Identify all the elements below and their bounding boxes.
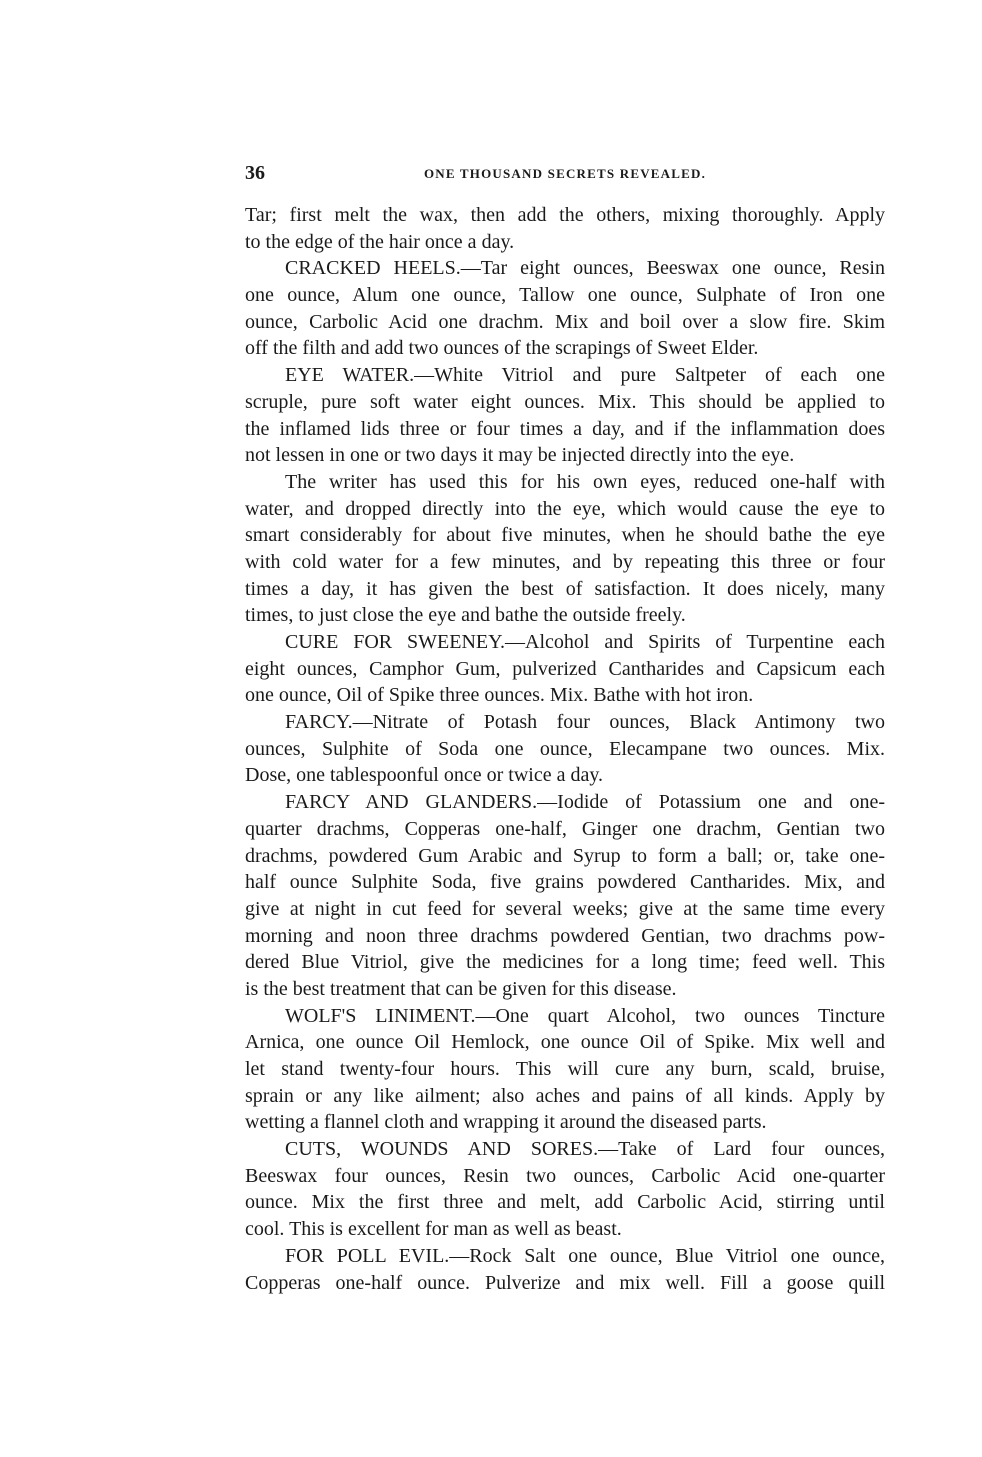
text-line: the inflamed lids three or four times a day, and if the inflammation does xyxy=(245,417,885,440)
text-line: ounce, Carbolic Acid one drachm. Mix and boil over a slow fire. Skim xyxy=(245,310,885,333)
text-line: EYE WATER.—White Vitriol and pure Saltpeter of each one xyxy=(285,364,885,387)
text-line: let stand twenty-four hours. This will cure any burn, scald, bruise, xyxy=(245,1058,885,1080)
text-line: Copperas one-half ounce. Pulverize and mix well. Fill a goose quill xyxy=(245,1271,885,1294)
paragraph xyxy=(245,362,885,469)
text-line: water, and dropped directly into the eye, which would cause the eye to xyxy=(245,497,885,520)
text-line: with cold water for a few minutes, and by repeating this three or four xyxy=(245,550,885,573)
text-line: times, to just close the eye and bathe the outside freely. xyxy=(245,604,686,627)
paragraph xyxy=(245,789,885,1003)
text-line: ounce. Mix the first three and melt, add Carbolic Acid, stirring until xyxy=(245,1191,885,1214)
text-line: Dose, one tablespoonful once or twice a day. xyxy=(245,764,604,787)
text-line: FOR POLL EVIL.—Rock Salt one ounce, Blue Vitriol one ounce, xyxy=(285,1244,885,1267)
text-line: one ounce, Oil of Spike three ounces. Mix. Bathe with hot iron. xyxy=(245,684,754,707)
running-title: ONE THOUSAND SECRETS REVEALED. xyxy=(423,166,707,181)
text-line: Beeswax four ounces, Resin two ounces, Carbolic Acid one-quarter xyxy=(245,1164,885,1187)
text-line: times a day, it has given the best of satisfaction. It does nicely, many xyxy=(245,577,885,600)
paragraph xyxy=(245,709,885,789)
text-line: not lessen in one or two days it may be injected directly into the eye. xyxy=(245,444,795,467)
text-line: quarter drachms, Copperas one-half, Ginger one drachm, Gentian two xyxy=(245,817,885,840)
paragraph xyxy=(245,469,885,629)
text-line: Arnica, one ounce Oil Hemlock, one ounce Oil of Spike. Mix well and xyxy=(245,1031,885,1054)
text-line: sprain or any like ailment; also aches and pains of all kinds. Apply by xyxy=(245,1084,885,1107)
text-line: The writer has used this for his own eyes, reduced one-half with xyxy=(285,470,885,493)
page-body xyxy=(245,202,885,1296)
text-line: smart considerably for about five minutes, when he should bathe the eye xyxy=(245,524,885,547)
paragraph xyxy=(245,629,885,709)
text-line: CUTS, WOUNDS AND SORES.—Take of Lard four ounces, xyxy=(285,1138,885,1161)
paragraph xyxy=(245,1243,885,1296)
page-number: 36 xyxy=(245,162,265,184)
text-line: scruple, pure soft water eight ounces. Mix. This should be applied to xyxy=(245,390,885,413)
page-header xyxy=(245,162,885,186)
text-line: WOLF'S LINIMENT.—One quart Alcohol, two ounces Tincture xyxy=(285,1004,885,1027)
text-line: off the filth and add two ounces of the scrapings of Sweet Elder. xyxy=(245,337,759,360)
text-line: eight ounces, Camphor Gum, pulverized Cantharides and Capsicum each xyxy=(245,657,885,680)
text-line: CRACKED HEELS.—Tar eight ounces, Beeswax one ounce, Resin xyxy=(285,257,885,280)
text-line: Tar; first melt the wax, then add the others, mixing thoroughly. Apply xyxy=(245,204,885,226)
text-line: wetting a flannel cloth and wrapping it around the diseased parts. xyxy=(245,1111,767,1134)
text-line: give at night in cut feed for several weeks; give at the same time every xyxy=(245,897,885,920)
text-line: one ounce, Alum one ounce, Tallow one ounce, Sulphate of Iron one xyxy=(245,284,885,307)
text-line: drachms, powdered Gum Arabic and Syrup to form a ball; or, take one- xyxy=(245,844,885,867)
text-line: half ounce Sulphite Soda, five grains powdered Cantharides. Mix, and xyxy=(245,871,885,894)
text-line: morning and noon three drachms powdered Gentian, two drachms pow- xyxy=(245,924,885,947)
text-line: CURE FOR SWEENEY.—Alcohol and Spirits of Turpentine each xyxy=(285,631,885,653)
text-line: to the edge of the hair once a day. xyxy=(245,230,515,253)
text-line: ounces, Sulphite of Soda one ounce, Elecampane two ounces. Mix. xyxy=(245,737,885,760)
text-line: is the best treatment that can be given for this disease. xyxy=(245,977,677,1000)
text-line: FARCY.—Nitrate of Potash four ounces, Black Antimony two xyxy=(285,711,885,734)
paragraph xyxy=(245,1003,885,1136)
text-line: FARCY AND GLANDERS.—Iodide of Potassium one and one- xyxy=(285,791,885,814)
text-line: dered Blue Vitriol, give the medicines for a long time; feed well. This xyxy=(245,951,885,974)
paragraph xyxy=(245,1136,885,1243)
paragraph xyxy=(245,202,885,255)
text-line: cool. This is excellent for man as well as beast. xyxy=(245,1218,622,1241)
paragraph xyxy=(245,255,885,362)
